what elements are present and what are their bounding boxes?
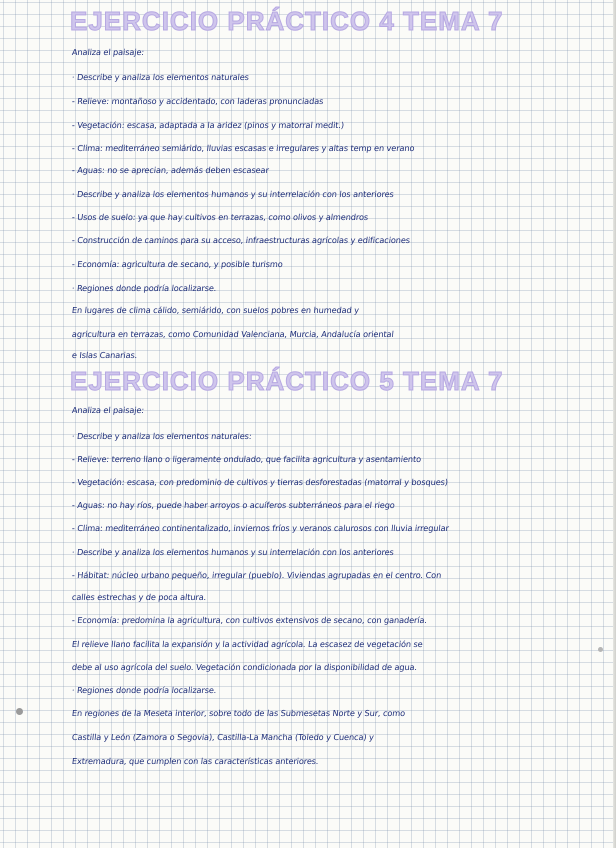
exercise-4-title: EJERCICIO PRÁCTICO 4 TEMA 7 (70, 6, 504, 36)
ex5-line-10: - Economía: predomina la agricultura, con cultivos extensivos de secano, con ganadería. (71, 615, 428, 625)
ex5-line-5: - Aguas: no hay ríos, puede haber arroyos o acuíferos subterráneos para el riego (71, 500, 396, 510)
ex5-line-1: Analiza el paisaje: (71, 405, 145, 415)
ex4-line-5: - Clima: mediterráneo semiárido, lluvias escasas e irregulares y altas temp en verano (71, 143, 416, 153)
ex5-line-13: · Regiones donde podría localizarse. (71, 685, 217, 695)
exercise-5-title: EJERCICIO PRÁCTICO 5 TEMA 7 (70, 366, 504, 396)
ex4-line-3: - Relieve: montañoso y accidentado, con laderas pronunciadas (71, 96, 324, 106)
ex5-line-9: calles estrechas y de poca altura. (71, 592, 207, 602)
ex4-line-12: En lugares de clima cálido, semiárido, con suelos pobres en humedad y (71, 305, 360, 315)
ex4-line-9: - Construcción de caminos para su acceso, infraestructuras agrícolas y edificaciones (71, 235, 411, 245)
ex5-line-3: - Relieve: terreno llano o ligeramente ondulado, que facilita agricultura y asentamiento (71, 454, 422, 464)
ex4-line-11: · Regiones donde podría localizarse. (71, 283, 217, 293)
ex5-line-4: - Vegetación: escasa, con predominio de cultivos y tierras desforestadas (matorral y bosques) (71, 477, 449, 487)
ex5-line-14: En regiones de la Meseta interior, sobre todo de las Submesetas Norte y Sur, como (71, 708, 406, 718)
ex5-line-2: · Describe y analiza los elementos naturales: (71, 431, 253, 441)
ex5-line-12: debe al uso agrícola del suelo. Vegetación condicionada por la disponibilidad de agua. (71, 662, 418, 672)
ex4-line-4: - Vegetación: escasa, adaptada a la aridez (pinos y matorral medit.) (71, 120, 345, 130)
ex5-line-7: · Describe y analiza los elementos humanos y su interrelación con los anteriores (71, 547, 395, 557)
ex4-line-7: · Describe y analiza los elementos humanos y su interrelación con los anteriores (71, 189, 395, 199)
ex5-line-16: Extremadura, que cumplen con las características anteriores. (71, 756, 320, 766)
ex4-line-14: e Islas Canarias. (71, 350, 138, 360)
ex4-line-10: - Economía: agricultura de secano, y posible turismo (71, 259, 284, 269)
ex5-line-6: - Clima: mediterráneo continentalizado, inviernos fríos y veranos calurosos con lluvia irregular (71, 523, 450, 533)
ex4-line-6: - Aguas: no se aprecian, además deben escasear (71, 165, 270, 175)
binder-hole-right (598, 647, 603, 652)
ex4-line-13: agricultura en terrazas, como Comunidad Valenciana, Murcia, Andalucía oriental (71, 329, 395, 339)
ex5-line-11: El relieve llano facilita la expansión y la actividad agrícola. La escasez de vegetación se (71, 639, 424, 649)
ex4-line-8: - Usos de suelo: ya que hay cultivos en terrazas, como olivos y almendros (71, 212, 369, 222)
ex5-line-8: - Hábitat: núcleo urbano pequeño, irregular (pueblo). Viviendas agrupadas en el centro. Con (71, 570, 442, 580)
ex4-line-2: · Describe y analiza los elementos naturales (71, 72, 250, 82)
ex4-line-1: Analiza el paisaje: (71, 47, 145, 57)
binder-hole-left (16, 708, 23, 715)
ex5-line-15: Castilla y León (Zamora o Segovia), Castilla-La Mancha (Toledo y Cuenca) y (71, 732, 375, 742)
